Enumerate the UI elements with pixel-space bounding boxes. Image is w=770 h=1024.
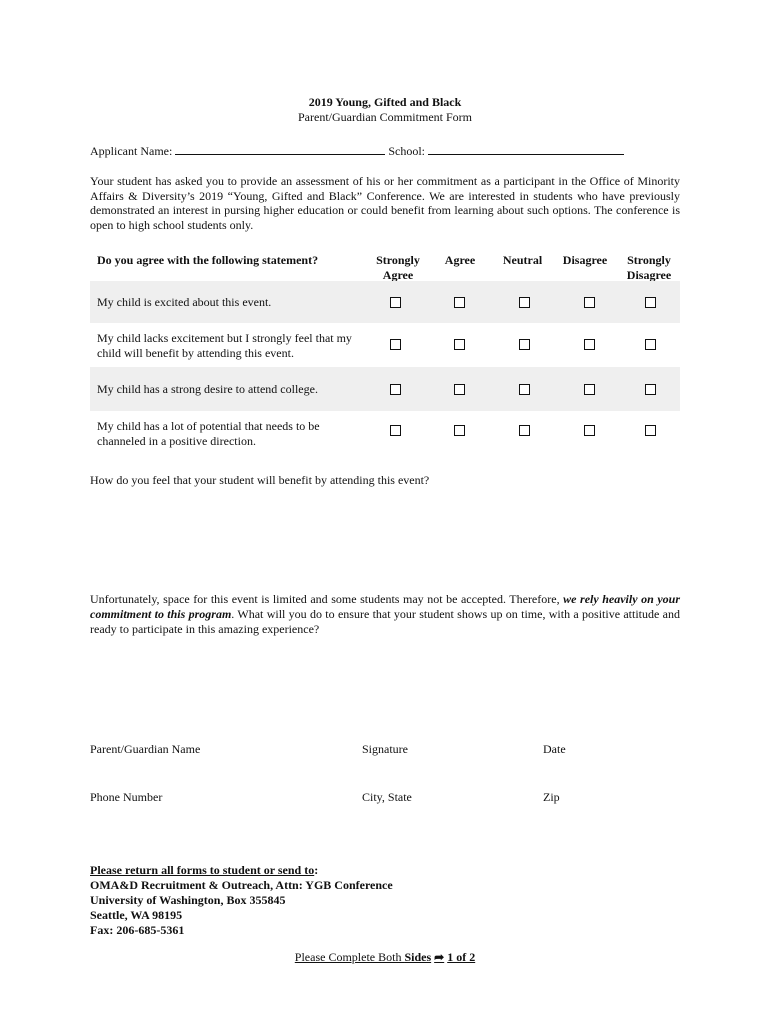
return-fax: Fax: 206-685-5361 bbox=[90, 923, 185, 937]
return-address-line-1: OMA&D Recruitment & Outreach, Attn: YGB Conference bbox=[90, 878, 393, 892]
city-state-label: City, State bbox=[362, 790, 412, 804]
commitment-emphasis: we rely heavily on your commitment to this program bbox=[90, 592, 680, 621]
return-heading: Please return all forms to student or send to bbox=[90, 863, 315, 877]
checkbox-lacks-strongly-agree[interactable] bbox=[390, 339, 401, 350]
date-label: Date bbox=[543, 742, 566, 756]
survey-statement: My child has a strong desire to attend college. bbox=[97, 382, 318, 396]
column-agree: Agree bbox=[444, 253, 476, 267]
survey-statement: My child is excited about this event. bbox=[97, 295, 272, 309]
phone-label: Phone Number bbox=[90, 790, 163, 804]
benefit-question: How do you feel that your student will benefit by attending this event? bbox=[90, 473, 430, 487]
checkbox-college-agree[interactable] bbox=[454, 384, 465, 395]
survey-statement: My child has a lot of potential that needs to be channeled in a positive direction. bbox=[97, 419, 320, 448]
return-info bbox=[90, 863, 393, 938]
return-address-line-3: Seattle, WA 98195 bbox=[90, 908, 183, 922]
survey-statement: My child lacks excitement but I strongly feel that my child will benefit by attending this event. bbox=[97, 331, 352, 360]
return-heading-colon: : bbox=[314, 863, 319, 877]
checkbox-lacks-neutral[interactable] bbox=[519, 339, 530, 350]
survey-row-college bbox=[90, 367, 680, 411]
checkbox-potential-disagree[interactable] bbox=[584, 425, 595, 436]
commitment-answer-area[interactable] bbox=[90, 645, 680, 730]
checkbox-excited-strongly-agree[interactable] bbox=[390, 297, 401, 308]
question-header: Do you agree with the following statement? bbox=[97, 253, 319, 267]
checkbox-potential-strongly-agree[interactable] bbox=[390, 425, 401, 436]
survey-table bbox=[90, 250, 680, 448]
survey-row-potential bbox=[90, 411, 680, 455]
school-label: School: bbox=[388, 144, 425, 158]
survey-header-row bbox=[90, 250, 680, 280]
checkbox-lacks-disagree[interactable] bbox=[584, 339, 595, 350]
checkbox-college-strongly-agree[interactable] bbox=[390, 384, 401, 395]
column-neutral: Neutral bbox=[502, 253, 543, 267]
checkbox-lacks-strongly-disagree[interactable] bbox=[645, 339, 656, 350]
checkbox-excited-strongly-disagree[interactable] bbox=[645, 297, 656, 308]
checkbox-lacks-agree[interactable] bbox=[454, 339, 465, 350]
footer-text: Please Complete Both bbox=[294, 950, 405, 964]
footer-sides: Sides bbox=[404, 950, 432, 964]
checkbox-excited-neutral[interactable] bbox=[519, 297, 530, 308]
column-disagree: Disagree bbox=[562, 253, 608, 267]
signature-label: Signature bbox=[362, 742, 408, 756]
return-heading-line bbox=[90, 863, 393, 878]
checkbox-college-neutral[interactable] bbox=[519, 384, 530, 395]
checkbox-excited-agree[interactable] bbox=[454, 297, 465, 308]
arrow-icon: ➦ bbox=[434, 950, 445, 964]
parent-name-label: Parent/Guardian Name bbox=[90, 742, 201, 756]
return-address-line-2: University of Washington, Box 355845 bbox=[90, 893, 286, 907]
applicant-line bbox=[90, 143, 624, 159]
checkbox-potential-neutral[interactable] bbox=[519, 425, 530, 436]
checkbox-potential-strongly-disagree[interactable] bbox=[645, 425, 656, 436]
checkbox-college-strongly-disagree[interactable] bbox=[645, 384, 656, 395]
page-number: 1 of 2 bbox=[447, 950, 476, 964]
commitment-lead: Unfortunately, space for this event is limited and some students may not be accepted. Therefore, bbox=[90, 592, 564, 606]
commitment-paragraph bbox=[90, 592, 680, 637]
applicant-name-field[interactable] bbox=[175, 143, 385, 155]
checkbox-college-disagree[interactable] bbox=[584, 384, 595, 395]
checkbox-potential-agree[interactable] bbox=[454, 425, 465, 436]
column-strongly-disagree: Strongly Disagree bbox=[626, 253, 672, 282]
intro-paragraph: Your student has asked you to provide an assessment of his or her commitment as a participant in the Office of Minority Affairs & Diversity’s 2019 “Young, Gifted and Black” Conference. We are interested in students who have previously demonstrated an interest in pursing higher education or could benefit from learning about such options. The conference is open to high school students only. bbox=[90, 174, 680, 232]
zip-label: Zip bbox=[543, 790, 560, 804]
commitment-tail: . What will you do to ensure that your student shows up on time, with a positive attitude and ready to participate in this amazing experience? bbox=[90, 607, 680, 636]
survey-row-excited bbox=[90, 281, 680, 323]
benefit-answer-area[interactable] bbox=[90, 492, 680, 582]
checkbox-excited-disagree[interactable] bbox=[584, 297, 595, 308]
survey-row-lacks-excitement bbox=[90, 323, 680, 367]
form-title: 2019 Young, Gifted and Black bbox=[308, 95, 462, 109]
school-field[interactable] bbox=[428, 143, 624, 155]
page-footer bbox=[0, 950, 770, 965]
form-subtitle: Parent/Guardian Commitment Form bbox=[298, 110, 472, 124]
column-strongly-agree: Strongly Agree bbox=[376, 253, 420, 282]
applicant-name-label: Applicant Name: bbox=[90, 144, 173, 158]
